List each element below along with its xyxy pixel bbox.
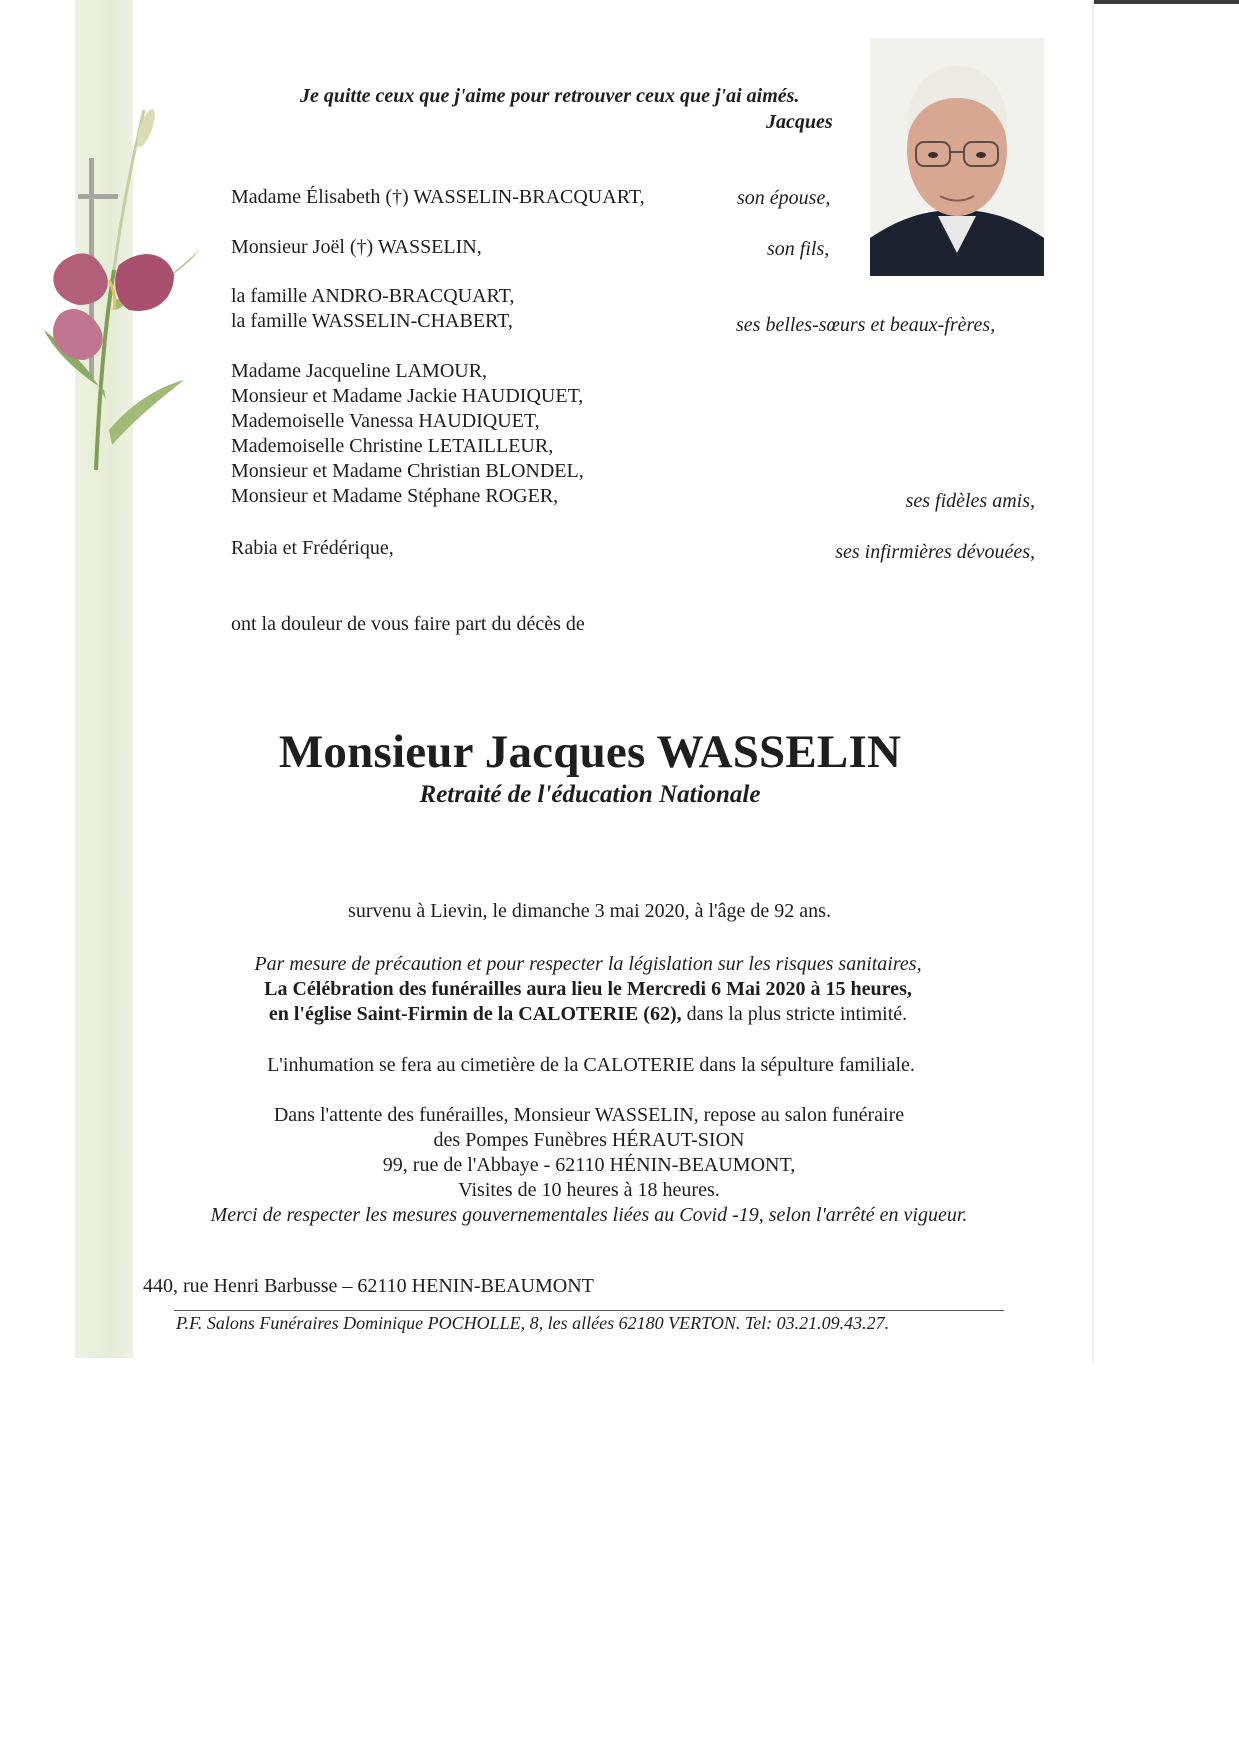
deceased-name: Monsieur Jacques WASSELIN [278, 726, 902, 778]
visitation-line: Dans l'attente des funérailles, Monsieur WASSELIN, repose au salon funéraire [273, 1104, 905, 1126]
church-name: en l'église Saint-Firmin de la CALOTERIE (62), [268, 1003, 682, 1025]
funeral-home-street: 440, rue Henri Barbusse – 62110 HENIN-BEAUMONT [143, 1275, 594, 1297]
wheat-ear [134, 107, 159, 149]
family-name: Monsieur Joël (†) WASSELIN, [231, 236, 482, 258]
covid-note: Merci de respecter les mesures gouvernementales liées au Covid -19, selon l'arrêté en vigueur. [210, 1204, 968, 1226]
eye-right [976, 152, 986, 158]
family-relation: son fils, [767, 238, 830, 260]
quote-signature: Jacques [766, 111, 833, 133]
funeral-home-address: 99, rue de l'Abbaye - 62110 HÉNIN-BEAUMONT, [382, 1154, 796, 1176]
visiting-hours: Visites de 10 heures à 18 heures. [458, 1179, 720, 1201]
family-relation: ses belles-sœurs et beaux-frères, [736, 314, 996, 336]
family-name: Monsieur et Madame Christian BLONDEL, [231, 460, 584, 482]
lily-cross-illustration [34, 100, 214, 480]
funeral-home-name: des Pompes Funèbres HÉRAUT-SION [433, 1129, 745, 1151]
family-name: la famille WASSELIN-CHABERT, [231, 310, 513, 332]
quote-text: Je quitte ceux que j'aime pour retrouver ceux que j'ai aimés. [300, 85, 800, 107]
burial-text: L'inhumation se fera au cimetière de la CALOTERIE dans la sépulture familiale. [267, 1054, 915, 1076]
family-group-friends [231, 359, 584, 509]
family-name: Rabia et Frédérique, [231, 537, 394, 559]
family-relation: ses fidèles amis, [905, 490, 1035, 512]
family-relation: son épouse, [737, 187, 831, 209]
top-rule [1094, 0, 1239, 4]
death-details: survenu à Lievin, le dimanche 3 mai 2020, à l'âge de 92 ans. [348, 900, 831, 922]
portrait-photo [870, 38, 1044, 276]
family-name: Monsieur et Madame Stéphane ROGER, [231, 485, 559, 507]
leaf [109, 380, 184, 445]
lily-flower [53, 253, 107, 305]
celebration-text: La Célébration des funérailles aura lieu le Mercredi 6 Mai 2020 à 15 heures, [264, 978, 912, 1000]
lily-flower [115, 254, 174, 311]
family-name: Mademoiselle Christine LETAILLEUR, [231, 435, 554, 457]
precaution-text: Par mesure de précaution et pour respecter la législation sur les risques sanitaires, [254, 953, 922, 975]
church-rest: dans la plus stricte intimité. [681, 1003, 908, 1025]
footer-text: P.F. Salons Funéraires Dominique POCHOLLE, 8, les allées 62180 VERTON. Tel: 03.21.09.43.27. [176, 1313, 890, 1333]
eye-left [928, 152, 938, 158]
announcement-text: ont la douleur de vous faire part du décès de [231, 613, 585, 635]
family-name: Madame Jacqueline LAMOUR, [231, 360, 488, 382]
family-name: Mademoiselle Vanessa HAUDIQUET, [231, 410, 540, 432]
church-line [0, 1002, 1176, 1027]
family-name: la famille ANDRO-BRACQUART, [231, 285, 515, 307]
family-relation: ses infirmières dévouées, [835, 541, 1035, 563]
family-name: Monsieur et Madame Jackie HAUDIQUET, [231, 385, 584, 407]
family-group-in-laws [231, 284, 514, 334]
cross-horizontal [78, 194, 118, 199]
family-name: Madame Élisabeth (†) WASSELIN-BRACQUART, [231, 186, 645, 208]
deceased-title: Retraité de l'éducation Nationale [419, 781, 761, 808]
